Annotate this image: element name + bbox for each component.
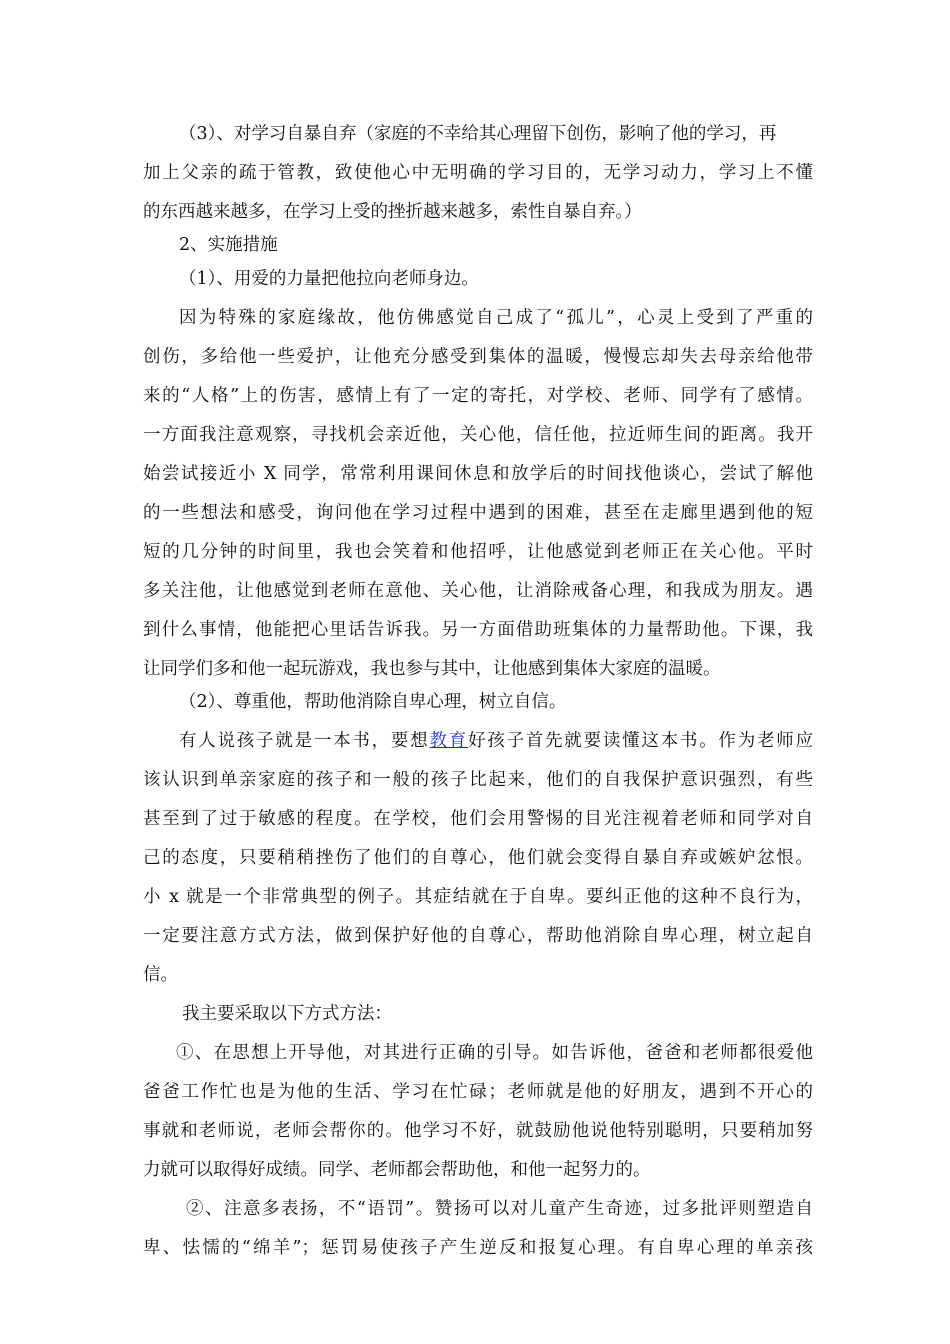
text-line: 短的几分钟的时间里，我也会笑着和他招呼，让他感觉到老师正在关心他。平时 xyxy=(143,542,813,562)
text-line: 到什么事情，他能把心里话告诉我。另一方面借助班集体的力量帮助他。下课，我 xyxy=(143,620,813,640)
text-segment: 有人说孩子就是一本书，要想 xyxy=(179,731,430,751)
text-line: 信。 xyxy=(143,965,178,985)
text-line: 的东西越来越多，在学习上受的挫折越来越多，索性自暴自弃。） xyxy=(143,202,642,222)
text-line: 爸爸工作忙也是为他的生活、学习在忙碌；老师就是他的好朋友，遇到不开心的 xyxy=(143,1082,813,1102)
text-line: 己的态度，只要稍稍挫伤了他们的自尊心，他们就会变得自暴自弃或嫉妒忿恨。 xyxy=(143,848,813,868)
text-line: 来的“人格”上的伤害，感情上有了一定的寄托，对学校、老师、同学有了感情。 xyxy=(143,386,813,406)
subsection-heading: （1）、用爱的力量把他拉向老师身边。 xyxy=(179,269,479,289)
text-line: 因为特殊的家庭缘故，他仿佛感觉自己成了“孤儿”，心灵上受到了严重的 xyxy=(179,308,813,328)
text-line: 力就可以取得好成绩。同学、老师都会帮助他，和他一起努力的。 xyxy=(143,1160,651,1180)
education-link[interactable]: 教育 xyxy=(429,731,468,751)
text-line: 一定要注意方式方法，做到保护好他的自尊心，帮助他消除自卑心理，树立起自 xyxy=(143,926,813,946)
text-line: 小 x 就是一个非常典型的例子。其症结就在于自卑。要纠正他的这种不良行为， xyxy=(143,887,813,907)
text-line: 创伤，多给他一些爱护，让他充分感受到集体的温暖，慢慢忘却失去母亲给他带 xyxy=(143,347,813,367)
text-segment: 好孩子首先就要读懂这本书。作为老师应 xyxy=(467,731,813,751)
text-line: 甚至到了过于敏感的程度。在学校，他们会用警惕的目光注视着老师和同学对自 xyxy=(143,809,813,829)
text-line: 加上父亲的疏于管教，致使他心中无明确的学习目的，无学习动力，学习上不懂 xyxy=(143,163,813,183)
text-line: 卑、怯懦的“绵羊”；惩罚易使孩子产生逆反和报复心理。有自卑心理的单亲孩 xyxy=(143,1238,813,1258)
text-line: 一方面我注意观察，寻找机会亲近他，关心他，信任他，拉近师生间的距离。我开 xyxy=(143,425,813,445)
text-line: 我主要采取以下方式方法： xyxy=(182,1004,392,1024)
text-line: ②、注意多表扬，不“语罚”。赞扬可以对儿童产生奇迹，过多批评则塑造自 xyxy=(186,1199,813,1219)
text-line: 始尝试接近小 X 同学，常常利用课间休息和放学后的时间找他谈心，尝试了解他 xyxy=(143,464,813,484)
text-line: 让同学们多和他一起玩游戏，我也参与其中，让他感到集体大家庭的温暖。 xyxy=(143,659,721,679)
text-line: ①、在思想上开导他，对其进行正确的引导。如告诉他，爸爸和老师都很爱他 xyxy=(176,1043,813,1063)
text-line: 事就和老师说，老师会帮你的。他学习不好，就鼓励他说他特别聪明，只要稍加努 xyxy=(143,1121,813,1141)
text-line: （3）、对学习自暴自弃（家庭的不幸给其心理留下创伤，影响了他的学习，再 xyxy=(179,124,777,144)
text-line xyxy=(179,729,813,753)
text-line: 该认识到单亲家庭的孩子和一般的孩子比起来，他们的自我保护意识强烈，有些 xyxy=(143,770,813,790)
subsection-heading: （2）、尊重他，帮助他消除自卑心理，树立自信。 xyxy=(179,692,567,712)
section-heading: 2、实施措施 xyxy=(179,235,278,255)
text-line: 的一些想法和感受，询问他在学习过程中遇到的困难，甚至在走廊里遇到他的短 xyxy=(143,503,813,523)
text-line: 多关注他，让他感觉到老师在意他、关心他，让消除戒备心理，和我成为朋友。遇 xyxy=(143,581,813,601)
